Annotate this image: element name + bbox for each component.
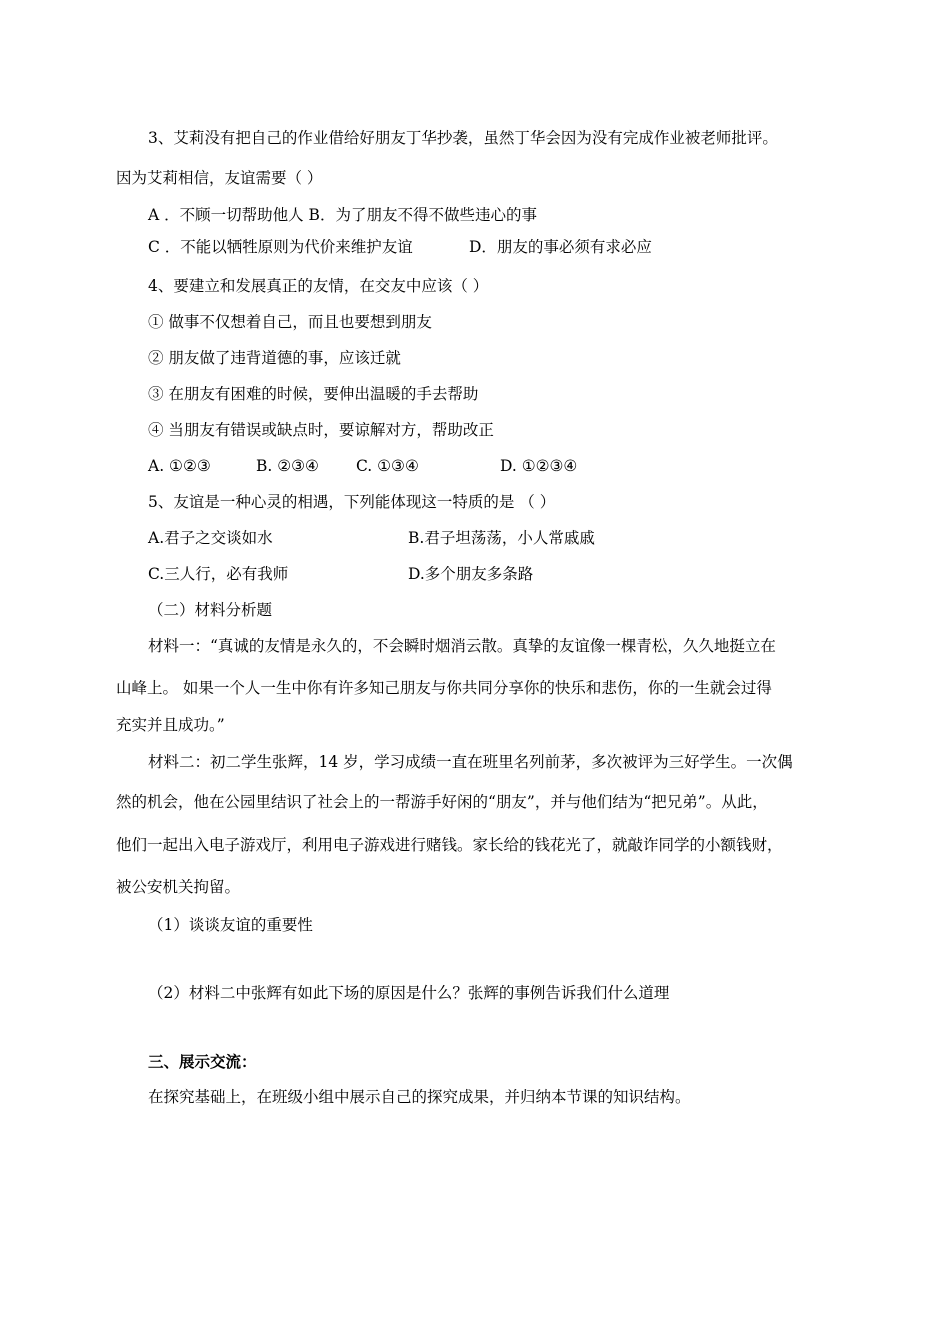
q4-option-b: B. ②③④: [256, 457, 319, 475]
subquestion-2: （2）材料二中张辉有如此下场的原因是什么？张辉的事例告诉我们什么道理: [148, 984, 670, 1002]
material1-line1: 材料一：“真诚的友情是永久的，不会瞬时烟消云散。真挚的友谊像一棵青松，久久地挺立在: [148, 637, 776, 655]
q4-item-3: ③ 在朋友有困难的时候，要伸出温暖的手去帮助: [148, 385, 479, 403]
material1-line3: 充实并且成功。”: [116, 716, 225, 734]
q5-option-a: A.君子之交谈如水: [148, 529, 273, 547]
section2-heading: （二）材料分析题: [148, 601, 273, 619]
q3-option-c: C ．不能以牺牲原则为代价来维护友谊: [148, 238, 413, 256]
material1-line2: 山峰上。 如果一个人一生中你有许多知己朋友与你共同分享你的快乐和悲伤，你的一生就会过得: [116, 679, 772, 697]
subquestion-1: （1）谈谈友谊的重要性: [148, 916, 313, 934]
section3-body: 在探究基础上，在班级小组中展示自己的探究成果，并归纳本节课的知识结构。: [148, 1088, 691, 1106]
q4-option-a: A. ①②③: [148, 457, 211, 475]
q3-line2: 因为艾莉相信，友谊需要（ ）: [116, 169, 323, 187]
material2-line1: 材料二：初二学生张辉，14 岁，学习成绩一直在班里名列前茅，多次被评为三好学生。一次偶: [148, 753, 793, 771]
q4-option-c: C. ①③④: [356, 457, 419, 475]
q5-option-d: D.多个朋友多条路: [408, 565, 534, 583]
q5-option-c: C.三人行，必有我师: [148, 565, 289, 583]
q3-line1: 3、艾莉没有把自己的作业借给好朋友丁华抄袭，虽然丁华会因为没有完成作业被老师批评。: [148, 129, 778, 147]
q3-options-ab: A ．不顾一切帮助他人 B．为了朋友不得不做些违心的事: [148, 206, 537, 224]
q3-option-d: D．朋友的事必须有求必应: [469, 238, 652, 256]
material2-line4: 被公安机关拘留。: [116, 878, 241, 896]
q4-item-2: ② 朋友做了违背道德的事，应该迁就: [148, 349, 401, 367]
q4-stem: 4、要建立和发展真正的友情，在交友中应该（ ）: [148, 277, 489, 295]
q5-option-b: B.君子坦荡荡，小人常戚戚: [408, 529, 595, 547]
material2-line3: 他们一起出入电子游戏厅，利用电子游戏进行赌钱。家长给的钱花光了，就敲诈同学的小额钱财，: [116, 836, 783, 854]
q5-stem: 5、友谊是一种心灵的相遇，下列能体现这一特质的是 （ ）: [148, 493, 556, 511]
section3-heading: 三、展示交流：: [148, 1052, 257, 1071]
q4-item-4: ④ 当朋友有错误或缺点时，要谅解对方，帮助改正: [148, 421, 494, 439]
material2-line2: 然的机会，他在公园里结识了社会上的一帮游手好闲的“朋友”，并与他们结为“把兄弟”。从此，: [116, 793, 768, 811]
q4-item-1: ① 做事不仅想着自己，而且也要想到朋友: [148, 313, 432, 331]
q4-option-d: D. ①②③④: [500, 457, 578, 475]
